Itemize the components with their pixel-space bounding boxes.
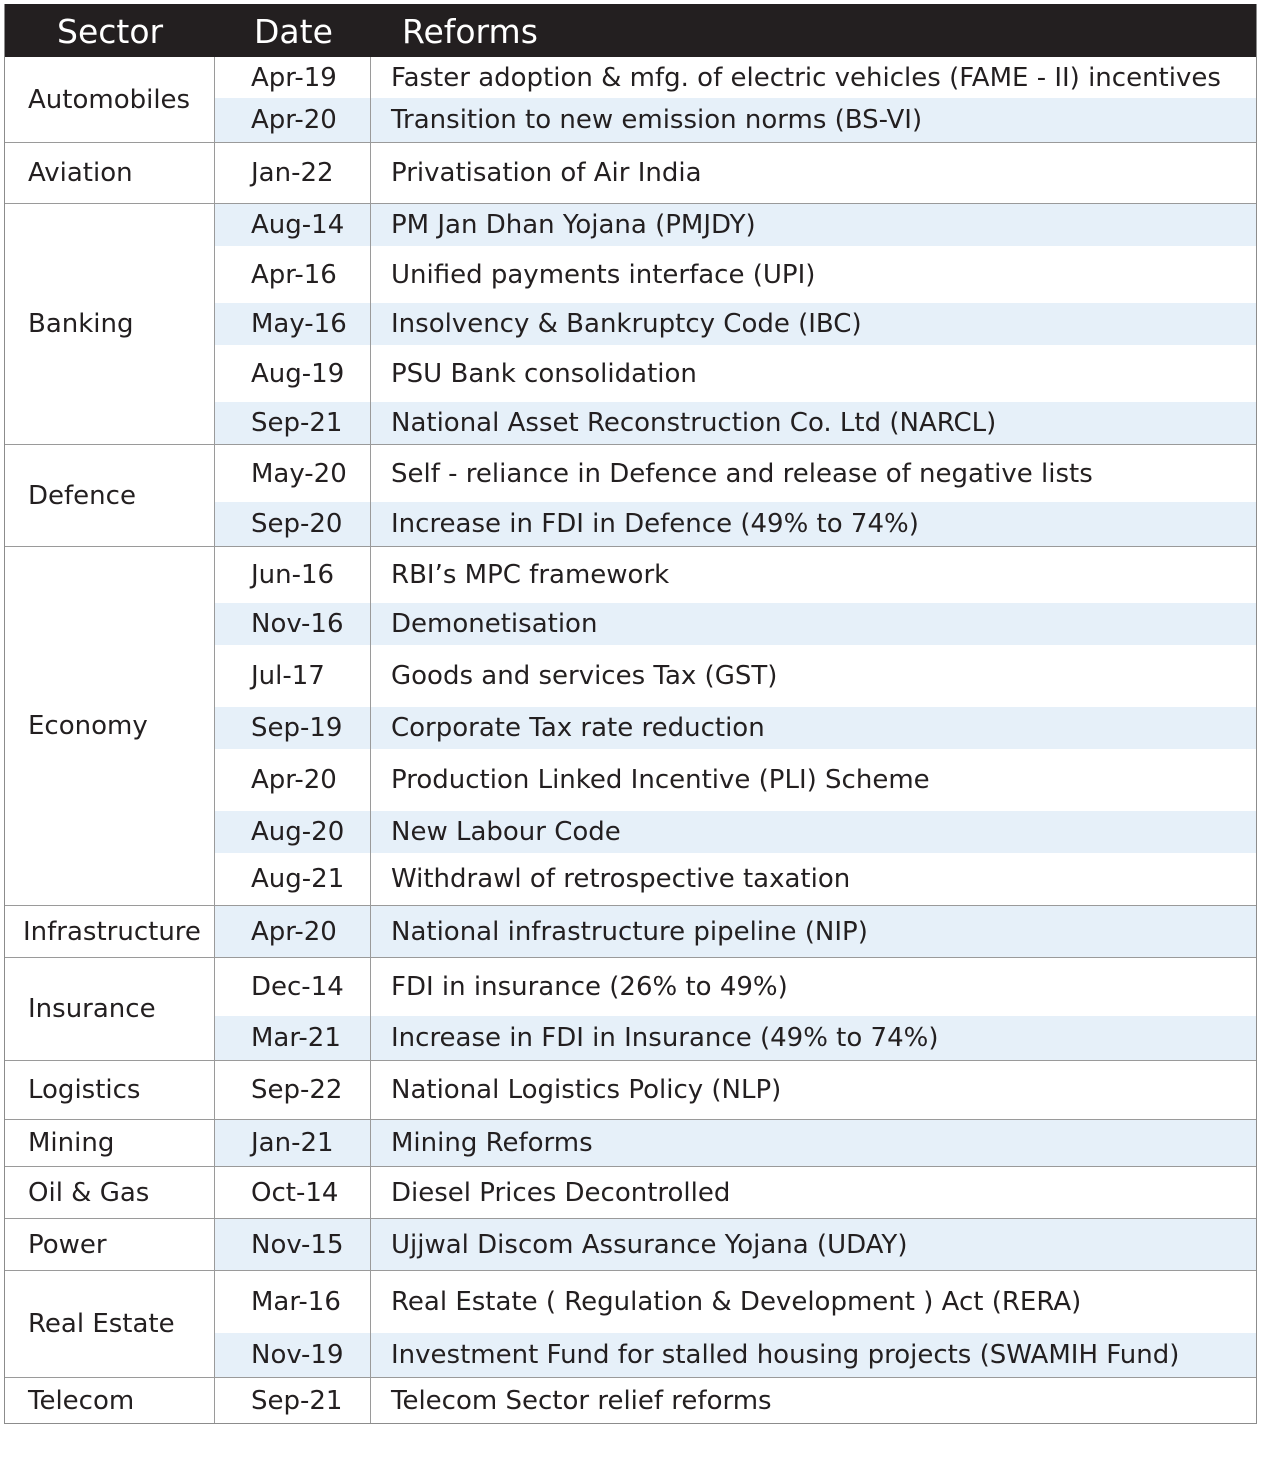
table-row (215, 958, 1256, 1016)
sector-rows (215, 1271, 1256, 1377)
table-row (215, 502, 1256, 546)
table-row (215, 547, 1256, 603)
reform-cell: Transition to new emission norms (BS-VI) (391, 105, 923, 135)
date-cell: Apr-20 (215, 906, 371, 957)
date-cell: Jun-16 (215, 547, 371, 603)
reform-cell: Increase in FDI in Insurance (49% to 74%) (391, 1023, 939, 1053)
sector-rows (215, 1061, 1256, 1119)
header-date: Date (254, 12, 333, 51)
table-row (215, 707, 1256, 749)
date-cell: Nov-19 (215, 1333, 371, 1377)
sector-cell: Logistics (5, 1061, 215, 1119)
table-row (215, 1167, 1256, 1218)
date-cell: Sep-19 (215, 707, 371, 749)
reform-cell: FDI in insurance (26% to 49%) (391, 972, 788, 1002)
sector-group (5, 1218, 1256, 1270)
table-row (215, 645, 1256, 707)
sector-rows (215, 1219, 1256, 1270)
sector-cell: Oil & Gas (5, 1167, 215, 1218)
sector-group (5, 957, 1256, 1060)
date-cell: Oct-14 (215, 1167, 371, 1218)
reform-cell: Real Estate ( Regulation & Development ) Act (RERA) (391, 1287, 1082, 1317)
reform-cell: PSU Bank consolidation (391, 358, 697, 389)
date-cell: Nov-16 (215, 603, 371, 645)
date-cell: Aug-21 (215, 853, 371, 905)
reform-cell: New Labour Code (391, 817, 621, 847)
table-row (215, 603, 1256, 645)
sector-group (5, 546, 1256, 905)
reform-cell: Privatisation of Air India (391, 158, 702, 188)
reform-cell: Investment Fund for stalled housing projects (SWAMIH Fund) (391, 1340, 1180, 1370)
date-cell: May-16 (215, 303, 371, 345)
sector-cell: Economy (5, 547, 215, 905)
reform-cell: Mining Reforms (391, 1128, 593, 1158)
sector-rows (215, 547, 1256, 905)
sector-cell: Power (5, 1219, 215, 1270)
reforms-table (4, 4, 1257, 1424)
table-row (215, 906, 1256, 957)
sector-group (5, 1060, 1256, 1119)
reform-cell: Production Linked Incentive (PLI) Scheme (391, 765, 930, 795)
date-cell: Dec-14 (215, 958, 371, 1016)
header-reforms: Reforms (402, 12, 538, 51)
date-cell: Sep-21 (215, 1378, 371, 1423)
reform-cell: Insolvency & Bankruptcy Code (IBC) (391, 309, 862, 339)
sector-cell: Automobiles (5, 57, 215, 142)
reform-cell: Withdrawl of retrospective taxation (391, 864, 851, 894)
date-cell: Apr-19 (215, 57, 371, 98)
reform-cell: Faster adoption & mfg. of electric vehicles (FAME - II) incentives (391, 62, 1221, 93)
date-cell: Mar-21 (215, 1016, 371, 1060)
date-cell: Apr-20 (215, 98, 371, 142)
date-cell: Apr-16 (215, 246, 371, 303)
date-cell: Jul-17 (215, 645, 371, 707)
date-cell: Sep-21 (215, 402, 371, 444)
reform-cell: National Asset Reconstruction Co. Ltd (NARCL) (391, 408, 997, 438)
date-cell: Mar-16 (215, 1271, 371, 1333)
reform-cell: Corporate Tax rate reduction (391, 713, 765, 743)
reform-cell: Demonetisation (391, 609, 598, 639)
sector-cell: Defence (5, 445, 215, 546)
reform-cell: National infrastructure pipeline (NIP) (391, 916, 868, 947)
table-row (215, 402, 1256, 444)
table-row (215, 1219, 1256, 1270)
date-cell: Sep-22 (215, 1061, 371, 1119)
sector-rows (215, 143, 1256, 203)
reform-cell: Telecom Sector relief reforms (391, 1385, 772, 1416)
table-row (215, 1016, 1256, 1060)
date-cell: Sep-20 (215, 502, 371, 546)
table-row (215, 246, 1256, 303)
reform-cell: Goods and services Tax (GST) (391, 661, 778, 691)
reform-cell: PM Jan Dhan Yojana (PMJDY) (391, 210, 756, 240)
sector-cell: Insurance (5, 958, 215, 1060)
table-row (215, 1061, 1256, 1119)
sector-rows (215, 1167, 1256, 1218)
table-row (215, 1333, 1256, 1377)
reform-cell: Diesel Prices Decontrolled (391, 1177, 731, 1208)
table-row (215, 445, 1256, 502)
sector-cell: Infrastructure (5, 906, 215, 957)
sector-group (5, 142, 1256, 203)
table-row (215, 1120, 1256, 1166)
reform-cell: Unified payments interface (UPI) (391, 259, 816, 290)
date-cell: Apr-20 (215, 749, 371, 811)
sector-rows (215, 1378, 1256, 1423)
table-row (215, 345, 1256, 402)
sector-cell: Telecom (5, 1378, 215, 1423)
date-cell: Aug-20 (215, 811, 371, 853)
sector-group (5, 444, 1256, 546)
sector-cell: Real Estate (5, 1271, 215, 1377)
sector-cell: Mining (5, 1120, 215, 1166)
sector-group (5, 905, 1256, 957)
date-cell: Aug-14 (215, 204, 371, 246)
table-row (215, 57, 1256, 98)
sector-rows (215, 958, 1256, 1060)
sector-cell: Aviation (5, 143, 215, 203)
date-cell: Aug-19 (215, 345, 371, 402)
table-row (215, 1271, 1256, 1333)
reform-cell: Ujjwal Discom Assurance Yojana (UDAY) (391, 1229, 908, 1260)
table-row (215, 749, 1256, 811)
table-row (215, 143, 1256, 203)
sector-cell: Banking (5, 204, 215, 444)
header-sector: Sector (57, 12, 164, 51)
reform-cell: RBI’s MPC framework (391, 560, 670, 590)
date-cell: May-20 (215, 445, 371, 502)
sector-group (5, 203, 1256, 444)
sector-group (5, 1119, 1256, 1166)
table-row (215, 1378, 1256, 1423)
sector-group (5, 1377, 1256, 1423)
date-cell: Jan-21 (215, 1120, 371, 1166)
reform-cell: National Logistics Policy (NLP) (391, 1075, 782, 1105)
sector-rows (215, 445, 1256, 546)
date-cell: Nov-15 (215, 1219, 371, 1270)
sector-rows (215, 906, 1256, 957)
sector-group (5, 57, 1256, 142)
sector-rows (215, 57, 1256, 142)
table-row (215, 204, 1256, 246)
sector-rows (215, 204, 1256, 444)
date-cell: Jan-22 (215, 143, 371, 203)
reform-cell: Self - reliance in Defence and release of negative lists (391, 458, 1093, 489)
table-row (215, 98, 1256, 142)
table-row (215, 303, 1256, 345)
reform-cell: Increase in FDI in Defence (49% to 74%) (391, 509, 919, 539)
table-header (5, 4, 1256, 57)
sector-group (5, 1270, 1256, 1377)
sector-rows (215, 1120, 1256, 1166)
sector-group (5, 1166, 1256, 1218)
table-row (215, 811, 1256, 853)
table-row (215, 853, 1256, 905)
table-body (5, 57, 1256, 1423)
